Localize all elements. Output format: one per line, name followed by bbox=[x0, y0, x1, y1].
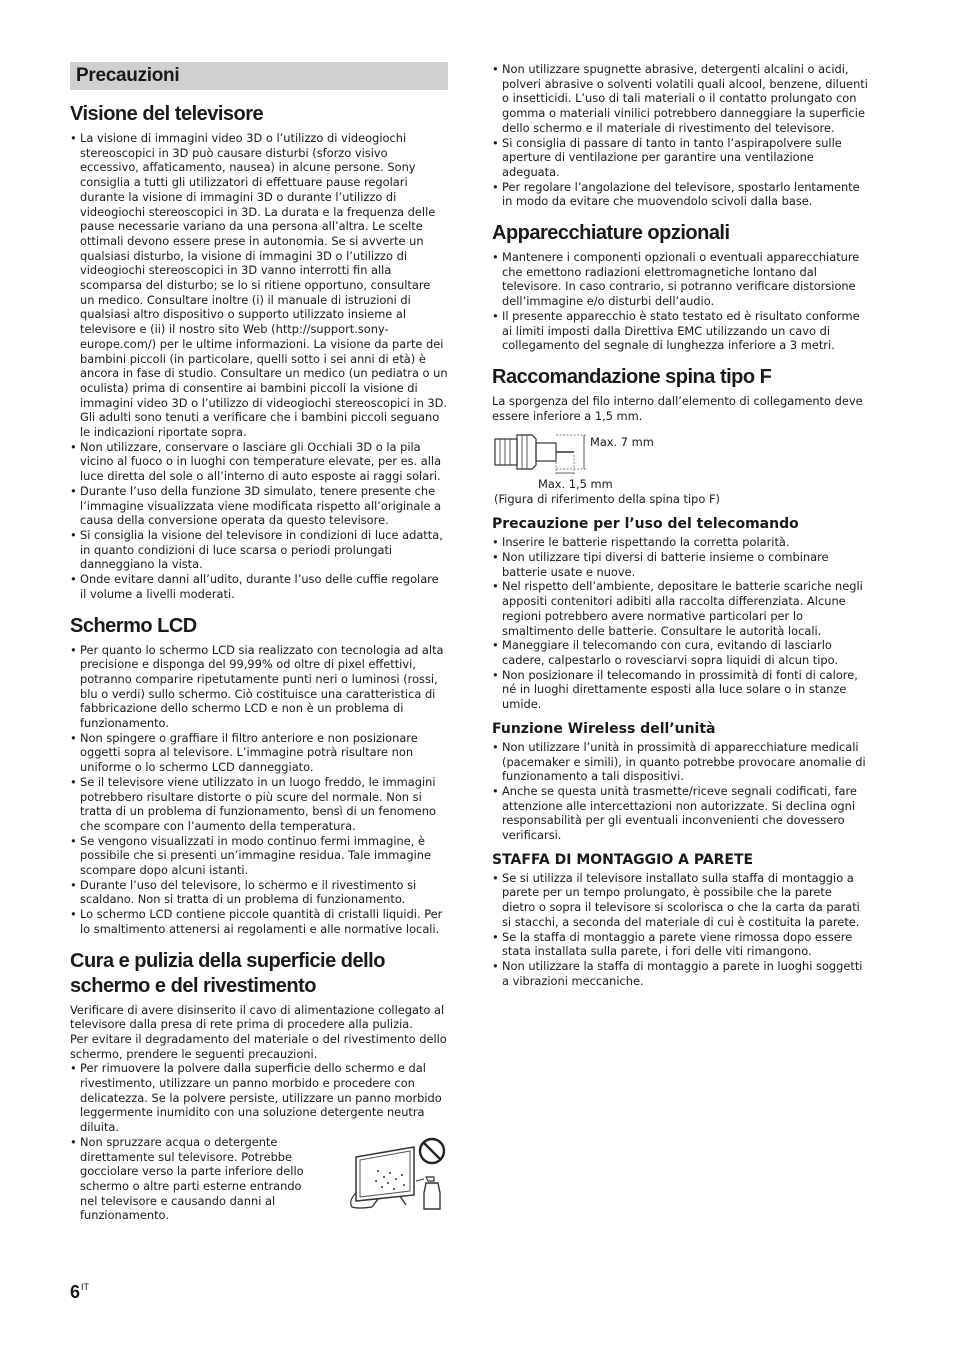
list-item: • Non posizionare il telecomando in prossimità di fonti di calore, né in luoghi direttamente esposti alla luce solare o in stanze umide. bbox=[492, 668, 868, 712]
lcd-screen-list bbox=[70, 643, 448, 937]
list-item: • Si consiglia di passare di tanto in tanto l’aspirapolvere sulle aperture di ventilazione per garantire una ventilazione adeguata. bbox=[492, 136, 868, 180]
list-item: • Se il televisore viene utilizzato in un luogo freddo, le immagini potrebbero risultare distorte o più scure del normale. Non si tratta di un problema di funzionamento, bensì di un fenomeno che scompare con l’aumento della temperatura. bbox=[70, 775, 448, 834]
list-item: • Si consiglia la visione del televisore in condizioni di luce adatta, in quanto condizioni di luce scarsa o periodi prolungati danneggiano la vista. bbox=[70, 528, 448, 572]
list-item: • Onde evitare danni all’udito, durante l’uso delle cuffie regolare il volume a livelli moderati. bbox=[70, 572, 448, 601]
f-plug-text: La sporgenza del filo interno dall’elemento di collegamento deve essere inferiore a 1,5 mm. bbox=[492, 393, 863, 423]
list-item: • Il presente apparecchio è stato testato ed è risultato conforme ai limiti imposti dalla Direttiva EMC utilizzando un cavo di collegamento del segnale di lunghezza inferiore a 3 metri. bbox=[492, 309, 868, 353]
chapter-title: Precauzioni bbox=[76, 65, 180, 86]
list-item: • Non utilizzare l’unità in prossimità di apparecchiature medicali (pacemaker e simili), in quanto potrebbe provocare anomalie di funzionamento a tali dispositivi. bbox=[492, 740, 868, 784]
section-title-wireless: Funzione Wireless dell’unità bbox=[492, 720, 716, 737]
plug-caption: (Figura di riferimento della spina tipo F) bbox=[494, 492, 720, 507]
list-item: • Anche se questa unità trasmette/riceve segnali codificati, fare attenzione alle intercettazioni non autorizzate. Si declina ogni responsabilità per gli eventuali inconvenienti che dovessero verificarsi. bbox=[492, 784, 868, 843]
wireless-list bbox=[492, 740, 868, 843]
list-item: • Se vengono visualizzati in modo continuo fermi immagine, è possibile che si presenti un’immagine residua. Tale immagine scompare dopo alcuni istanti. bbox=[70, 834, 448, 878]
language-code: IT bbox=[81, 1282, 90, 1292]
list-item: • Per rimuovere la polvere dalla superficie dello schermo e dal rivestimento, utilizzare un panno morbido e procedere con delicatezza. Se la polvere persiste, utilizzare un panno morbido leggermente inumidito con una soluzione detergente neutra diluita. bbox=[70, 1061, 448, 1135]
right-column bbox=[492, 62, 868, 988]
list-item: • Durante l’uso del televisore, lo schermo e il rivestimento si scaldano. Non si tratta di un problema di funzionamento. bbox=[70, 878, 448, 907]
list-item: • Non utilizzare la staffa di montaggio a parete in luoghi soggetti a vibrazioni meccaniche. bbox=[492, 959, 868, 988]
list-item: • Durante l’uso della funzione 3D simulato, tenere presente che l’immagine visualizzata viene modificata rispetto all’originale a causa della conversione operata da questo televisore. bbox=[70, 484, 448, 528]
f-plug-diagram-icon bbox=[492, 429, 592, 479]
section-title-lcd-screen: Schermo LCD bbox=[70, 614, 197, 637]
cleaning-list-continued bbox=[492, 62, 868, 209]
cleaning-intro-1: Verificare di avere disinserito il cavo di alimentazione collegato al televisore dalla presa di rete prima di procedere alla pulizia. bbox=[70, 1002, 445, 1032]
f-plug-figure bbox=[492, 429, 868, 507]
spray-warning-block bbox=[70, 1135, 448, 1223]
no-spray-illustration-icon bbox=[348, 1135, 448, 1211]
list-item: • Non spruzzare acqua o detergente direttamente sul televisore. Potrebbe gocciolare verso la parte inferiore dello schermo o altre parti esterne entrando nel televisore e causando danni al funzionamento. bbox=[70, 1135, 448, 1223]
section-title-cleaning: Cura e pulizia della superficie dello schermo e del rivestimento bbox=[70, 949, 385, 997]
page-number bbox=[70, 1282, 89, 1303]
section-title-wall-mount: STAFFA DI MONTAGGIO A PARETE bbox=[492, 851, 754, 868]
chapter-band bbox=[70, 62, 448, 90]
list-item: • Non utilizzare spugnette abrasive, detergenti alcalini o acidi, polveri abrasive o solventi volatili quali alcool, benzene, diluenti o insetticidi. L’uso di tali materiali o il contatto prolungato con gomma o materiali vinilici potrebbero danneggiare la superficie dello schermo e il materiale di rivestimento del televisore. bbox=[492, 62, 868, 136]
plug-label-1-5mm: Max. 1,5 mm bbox=[538, 477, 613, 492]
section-title-remote: Precauzione per l’uso del telecomando bbox=[492, 516, 799, 533]
list-item: • Mantenere i componenti opzionali o eventuali apparecchiature che emettono radiazioni elettromagnetiche lontano dal televisore. In caso contrario, si potranno verificare distorsione dell’immagine e/o disturbi dell’audio. bbox=[492, 250, 868, 309]
left-column bbox=[70, 62, 448, 1223]
list-item: • La visione di immagini video 3D o l’utilizzo di videogiochi stereoscopici in 3D può causare disturbi (sforzo visivo eccessivo, affaticamento, nausea) in alcune persone. Sony consiglia a tutti gli utilizzatori di effettuare pause regolari durante la visione di immagini 3D o durante l’utilizzo di videogiochi stereoscopici in 3D. La durata e la frequenza delle pause necessarie variano da una persona all’altra. Le scelte ottimali devono essere prese in autonomia. Se si avverte un qualsiasi disturbo, la visione di immagini 3D o l’utilizzo di videogiochi stereoscopici in 3D vanno interrotti fin alla scomparsa del disturbo; se lo si ritiene opportuno, consultare un medico. Consultare inoltre (i) il manuale di istruzioni di qualsiasi altro dispositivo o supporto utilizzato insieme al televisore e (ii) il nostro sito Web (http://support.sony-europe.com/) per le ultime informazioni. La visione da parte dei bambini piccoli (in particolare, quelli sotto i sei anni di età) è ancora in fase di studio. Consultare un medico (un pediatra o un oculista) prima di consentire ai bambini piccoli la visione di immagini video 3D o l’utilizzo di videogiochi stereoscopici in 3D. Gli adulti sono tenuti a verificare che i bambini piccoli seguano le indicazioni riportate sopra. bbox=[70, 131, 448, 440]
remote-list bbox=[492, 535, 868, 711]
cleaning-intro-2: Per evitare il degradamento del materiale o del rivestimento dello schermo, prendere le seguenti precauzioni. bbox=[70, 1031, 447, 1061]
list-item: • Lo schermo LCD contiene piccole quantità di cristalli liquidi. Per lo smaltimento attenersi ai regolamenti e alle normative locali. bbox=[70, 907, 448, 936]
optional-equipment-list bbox=[492, 250, 868, 353]
list-item: • Per regolare l’angolazione del televisore, spostarlo lentamente in modo da evitare che muovendolo scivoli dalla base. bbox=[492, 180, 868, 209]
list-item: • Nel rispetto dell’ambiente, depositare le batterie scariche negli appositi contenitori adibiti alla raccolta differenziata. Alcune regioni potrebbero avere normative particolari per lo smaltimento delle batterie. Consultare le autorità locali. bbox=[492, 579, 868, 638]
wall-mount-list bbox=[492, 871, 868, 989]
list-item: • Non spingere o graffiare il filtro anteriore e non posizionare oggetti sopra al televisore. L’immagine potrà risultare non uniforme o lo schermo LCD danneggiato. bbox=[70, 731, 448, 775]
tv-viewing-list bbox=[70, 131, 448, 602]
section-title-f-plug: Raccomandazione spina tipo F bbox=[492, 365, 772, 388]
list-item: • Per quanto lo schermo LCD sia realizzato con tecnologia ad alta precisione e disponga del 99,99% od oltre di pixel effettivi, potranno comparire ripetutamente punti neri o luminosi (rossi, blu o verdi) sullo schermo. Ciò costituisce una caratteristica di fabbricazione dello schermo LCD e non è un problema di funzionamento. bbox=[70, 643, 448, 731]
list-item: • Inserire le batterie rispettando la corretta polarità. bbox=[492, 535, 868, 550]
list-item: • Non utilizzare, conservare o lasciare gli Occhiali 3D o la pila vicino al fuoco o in luoghi con temperature elevate, per es. alla luce diretta del sole o all’interno di auto esposte ai raggi solari. bbox=[70, 440, 448, 484]
list-item: • Se si utilizza il televisore installato sulla staffa di montaggio a parete per un tempo prolungato, è possibile che la parete dietro o sopra il televisore si scolorisca o che la carta da parati si stacchi, a seconda del materiale di cui è costituita la parete. bbox=[492, 871, 868, 930]
list-item: • Non utilizzare tipi diversi di batterie insieme o combinare batterie usate e nuove. bbox=[492, 550, 868, 579]
cleaning-list bbox=[70, 1061, 448, 1135]
page-number-value: 6 bbox=[70, 1282, 81, 1302]
list-item: • Se la staffa di montaggio a parete viene rimossa dopo essere stata installata sulla parete, i fori delle viti rimangono. bbox=[492, 930, 868, 959]
list-item: • Maneggiare il telecomando con cura, evitando di lasciarlo cadere, calpestarlo o rovesciarvi sopra liquidi di alcun tipo. bbox=[492, 638, 868, 667]
section-title-optional-equipment: Apparecchiature opzionali bbox=[492, 222, 730, 245]
section-title-tv-viewing: Visione del televisore bbox=[70, 103, 264, 125]
plug-label-7mm: Max. 7 mm bbox=[590, 435, 654, 450]
